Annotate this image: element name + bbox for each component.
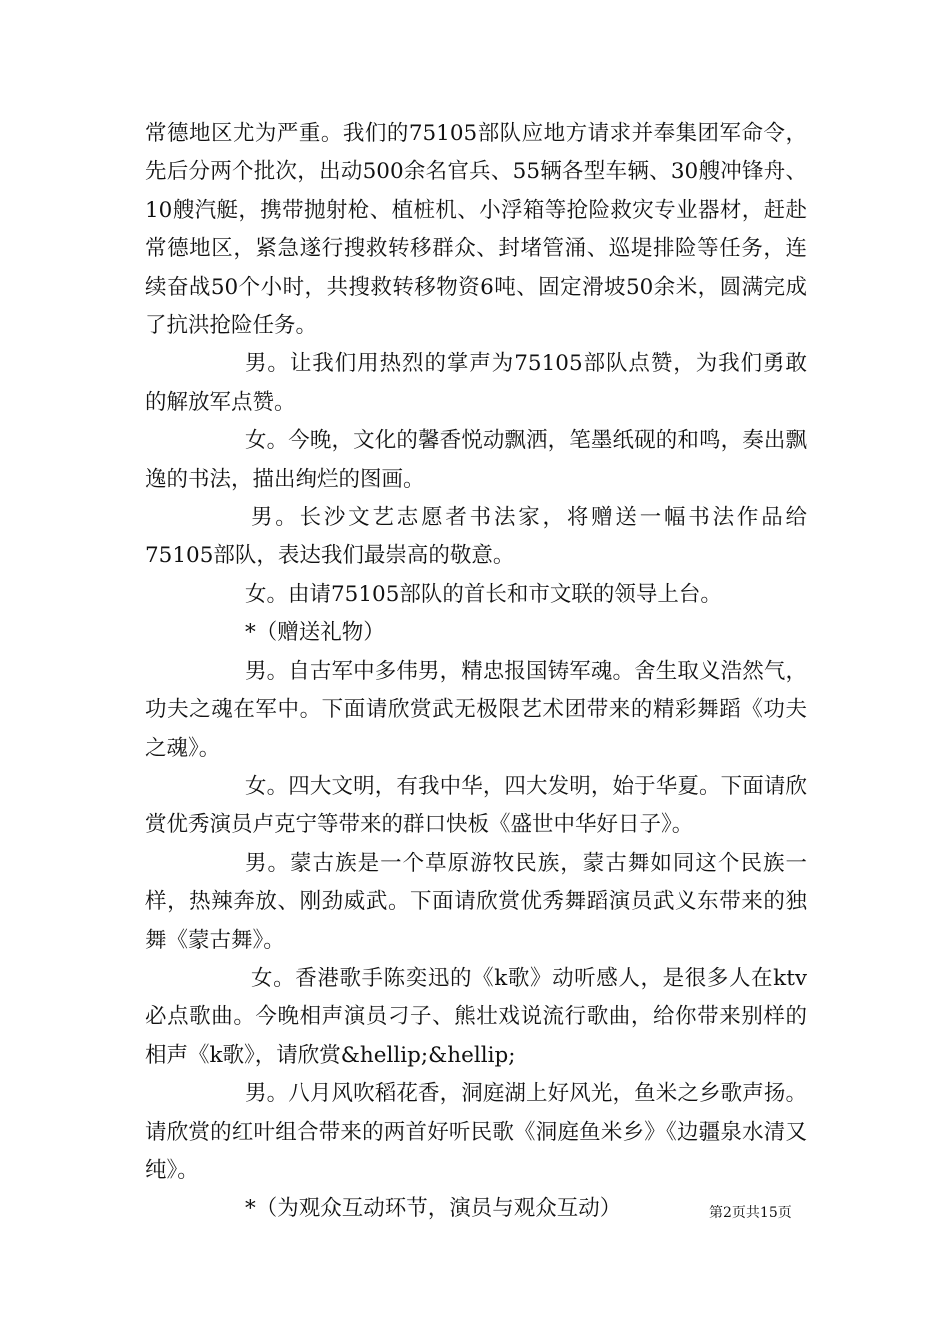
paragraph-kungfu-dance: 男。自古军中多伟男，精忠报国铸军魂。舍生取义浩然气，功夫之魂在军中。下面请欣赏武无极限艺术团带来的精彩舞蹈《功夫之魂》。: [145, 658, 807, 761]
paragraph-mongolian-dance: 男。蒙古族是一个草原游牧民族，蒙古舞如同这个民族一样，热辣奔放、刚劲威武。下面请欣赏优秀舞蹈演员武义东带来的独舞《蒙古舞》。: [145, 850, 807, 953]
document-body: [145, 115, 807, 1229]
paragraph-kuaiban: 女。四大文明，有我中华，四大发明，始于华夏。下面请欣赏优秀演员卢克宁等带来的群口快板《盛世中华好日子》。: [145, 773, 807, 838]
stage-direction-interaction: *（为观众互动环节，演员与观众互动）: [245, 1196, 622, 1222]
paragraph-calligraphy-gift: 男。长沙文艺志愿者书法家，将赠送一幅书法作品给75105部队，表达我们最崇高的敬意。: [145, 505, 807, 569]
paragraph-crosstalk: 女。香港歌手陈奕迅的《k歌》动听感人，是很多人在ktv必点歌曲。今晚相声演员刁子、熊壮戏说流行歌曲，给你带来别样的相声《k歌》，请欣赏&hellip;&hellip;: [145, 965, 807, 1068]
paragraph-invite-leaders: 女。由请75105部队的首长和市文联的领导上台。: [245, 581, 722, 607]
paragraph-calligraphy-intro: 女。今晚，文化的馨香悦动飘洒，笔墨纸砚的和鸣，奏出飘逸的书法，描出绚烂的图画。: [145, 428, 807, 492]
page-number-footer: 第2页共15页: [709, 1205, 792, 1221]
paragraph-applause: 男。让我们用热烈的掌声为75105部队点赞，为我们勇敢的解放军点赞。: [145, 351, 807, 415]
paragraph-rescue-report: 常德地区尤为严重。我们的75105部队应地方请求并奉集团军命令，先后分两个批次，出动500余名官兵、55辆各型车辆、30艘冲锋舟、10艘汽艇，携带抛射枪、植桩机、小浮箱等抢险救灾专业器材，赶赴常德地区，紧急遂行搜救转移群众、封堵管涌、巡堤排险等任务，连续奋战50个小时，共搜救转移物资6吨、固定滑坡50余米，圆满完成了抗洪抢险任务。: [145, 121, 807, 339]
stage-direction-gift: *（赠送礼物）: [245, 620, 385, 646]
paragraph-folk-songs: 男。八月风吹稻花香，洞庭湖上好风光，鱼米之乡歌声扬。请欣赏的红叶组合带来的两首好听民歌《洞庭鱼米乡》《边疆泉水清又纯》。: [145, 1081, 807, 1183]
